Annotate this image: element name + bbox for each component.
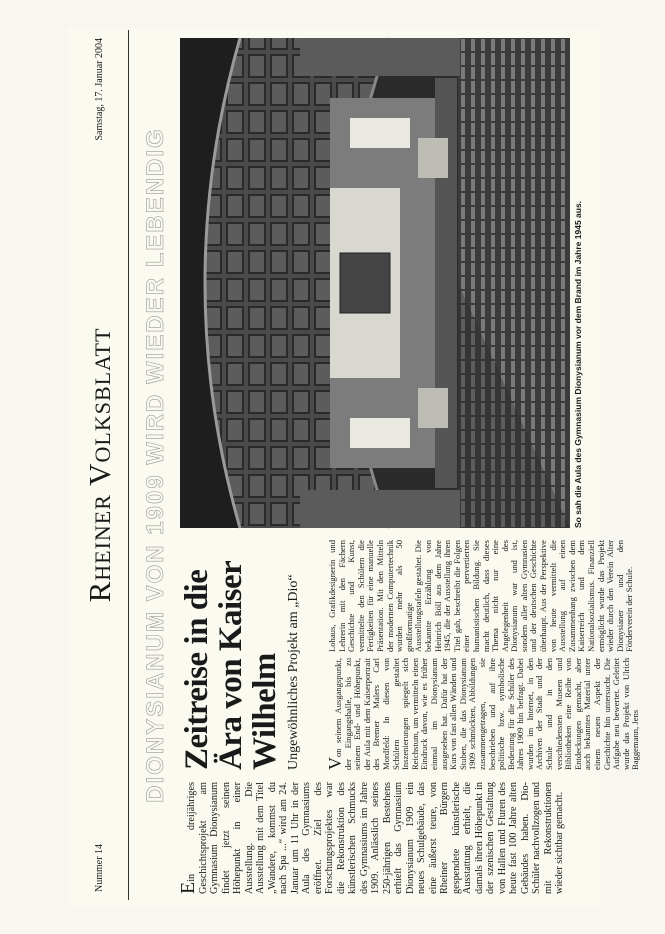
- aula-photo-graphic: [180, 38, 570, 528]
- aula-photo: [180, 38, 570, 528]
- drop-cap: V: [325, 757, 345, 770]
- headline-block: [180, 540, 302, 770]
- header-rule: [128, 30, 129, 900]
- body-column-1: [325, 658, 641, 770]
- headline: Zeitreise in die Ära von Kaiser Wilhelm: [179, 561, 283, 770]
- subheadline: Ungewöhnliches Projekt am „Dio“: [286, 574, 301, 770]
- publication-date: Samstag, 17. Januar 2004: [94, 38, 105, 141]
- article: [177, 30, 641, 900]
- photo-caption: So sah die Aula des Gymnasium Dionysianum vor dem Brand im Jahre 1945 aus.: [573, 200, 583, 528]
- body-text-1: on seinem Ausgangspunkt, der Eingangshalle, bis zu seinem End- und Höhepunkt, der Aula mit dem Kaiserportrait des Bremer Malers Carl Mordfeld: In diesen von Schülern gestaltet Inszenierungen spiegelt sich Reichstum, um vermitteln einen Eindruck davon, wie es früher einmal im Dionysianum ausgesehen hat. Dafür hat der Kurs von fast allen Wänden und Stuben, die das Dionysianum 1909 schmückten, Abbildungen zusammengetragen, sie beschrieben und auf ihre politische bzw. symbolische Bedeutung für die Schüler des Jahres 1909 hin befragt. Dabei wurden im Internet, in den Archiven der Stadt und der Schule und in den verschiedensten Museen und Bibliotheken eine Reihe von Entdeckungen gemacht, aber auch bekanntes Material unter einem neuen Aspekt der Geschichte hin untersucht. Die Aufgabe neu bewertet. Geleitet wurde das Projekt von Ulrich Baggemann, Jens: [333, 658, 641, 770]
- body-column-2: [327, 540, 635, 652]
- lead-text: in dreijähriges Geschichtsprojekt am Gymnasium Dionysianum findet jetzt seinen Höhepunkt in einer Ausstellung. Die Ausstellung mit dem Titel „Wandere, kommst du nach Spa ...“ wird am 24. Januar um 11 Uhr in der Aula des Gymnasiums eröffnet. Ziel des Forschungsprojektes war die Rekonstruktion des künstlerischen Schmucks des Gymnasiums im Jahre 1909. Anlässlich seines 250-jährigen Bestehens erhielt das Gymnasium Dionysianum 1909 ein neues Schulgebäude, das eine äußerst teure, von Rheiner Bürgern gespendete künstlerische Ausstattung erhielt, die damals ihren Höhepunkt in der szenischen Gestaltung von Hallen und Fluren des heute fast 100 Jahre alten Gebäudes haben. Dio-Schüler nachvollzogen und mit Rekonstruktionen wieder sichtbar gemacht.: [186, 782, 565, 894]
- masthead: Rheiner Volksblatt: [82, 327, 117, 603]
- issue-number: Nummer 14: [94, 843, 105, 892]
- drop-cap: E: [177, 881, 199, 894]
- kicker-title: DIONYSIANUM VON 1909 WIRD WIEDER LEBENDIG: [142, 127, 169, 803]
- lead-column: [177, 782, 585, 894]
- rotated-newspaper-page: [80, 30, 641, 900]
- body-text-2: Lohaus, Grafikdesignerin und Lehrerin mit den Fächern Geschichte und Kunst, vermittelte den Schülern die Fertigkeiten für eine manuelle Präsentation. Mit den Mitteln der modernen Computertechnik wurden mehr als 50 großformatige Ausstellungstafeln gestaltet. Die bekannte Erzählung von Heinrich Böll aus dem Jahre 1945, die der Ausstellung ihren Titel gab, beschreibt die Folgen einer pervertierten humanistischen Bildung. Sie macht deutlich, dass dieses Thema nicht nur eine Angelegenheit des Dionysianum war und ist, sondern aller alten Gymnasien und der deutschen Geschichte überhaupt. Aus der Perspektive von heute vermittelt die Ausstellung auf einen Zusammenhang zwischen dem Kaiserreich und dem Nationalsozialismus. Finanziell ermöglicht wurde das Projekt wieder durch den Verein Alter Dionysianer und den Förderverein der Schule.: [327, 540, 635, 652]
- newspaper-header: [80, 30, 136, 900]
